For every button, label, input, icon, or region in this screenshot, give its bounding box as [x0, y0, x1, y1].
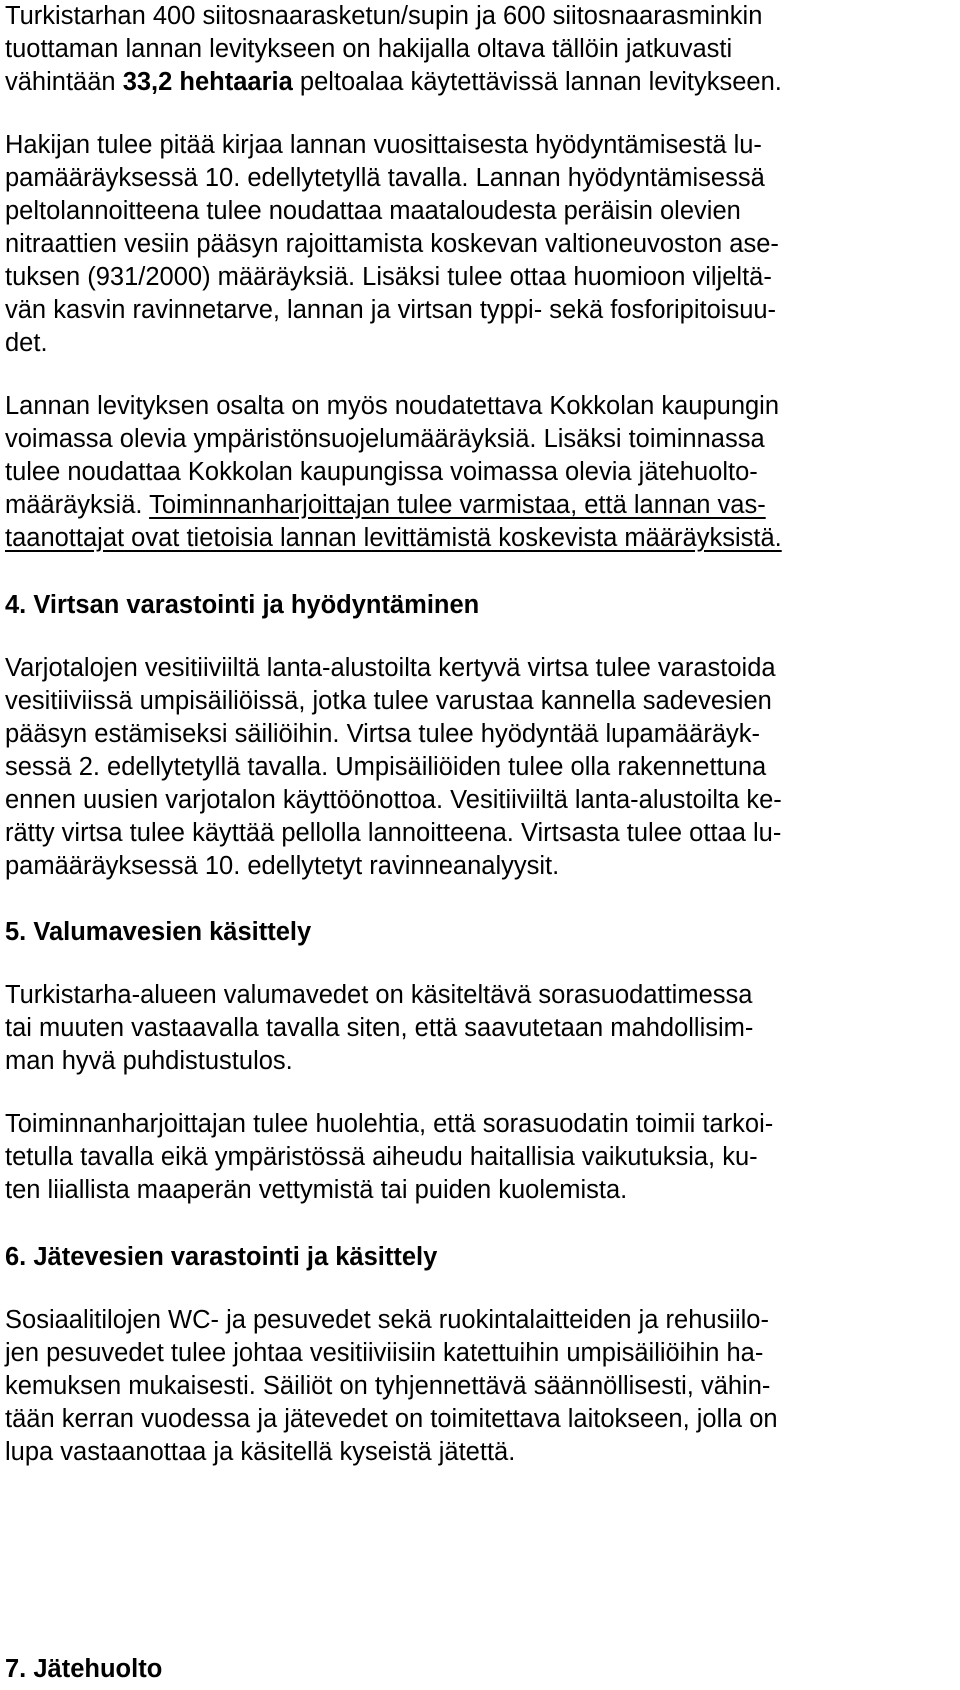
text-line: pamääräyksessä 10. edellytetyt ravinneanalyysit.	[5, 852, 560, 880]
text-line: tään kerran vuodessa ja jätevedet on toimitettava laitokseen, jolla on	[5, 1405, 778, 1433]
underlined-text-line: taanottajat ovat tietoisia lannan levittämistä koskevista määräyksistä.	[5, 524, 782, 552]
text-line	[5, 64, 955, 100]
text-line: pamääräyksessä 10. edellytetyllä tavalla. Lannan hyödyntämisessä	[5, 164, 765, 192]
text-line: det.	[5, 329, 48, 357]
text-line: ennen uusien varjotalon käyttöönottoa. Vesitiiviiltä lanta-alustoilta ke-	[5, 786, 782, 814]
text-line: vän kasvin ravinnetarve, lannan ja virtsan typpi- sekä fosforipitoisuu-	[5, 296, 777, 324]
text-fragment: peltoalaa käytettävissä lannan levitykseen.	[292, 68, 782, 96]
text-fragment: määräyksiä.	[5, 491, 150, 519]
text-line: sessä 2. edellytetyllä tavalla. Umpisäiliöiden tulee olla rakennettuna	[5, 753, 767, 781]
text-line: kemuksen mukaisesti. Säiliöt on tyhjennettävä säännöllisesti, vähin-	[5, 1372, 771, 1400]
text-line: vesitiiviissä umpisäiliöissä, jotka tulee varustaa kannella sadevesien	[5, 687, 772, 715]
text-line: tulee noudattaa Kokkolan kaupungissa voimassa olevia jätehuolto-	[5, 458, 758, 486]
text-fragment: vähintään	[5, 68, 123, 96]
section-heading: 6. Jätevesien varastointi ja käsittely	[5, 1243, 438, 1271]
text-line: jen pesuvedet tulee johtaa vesitiiviisiin katettuihin umpisäiliöihin ha-	[5, 1339, 764, 1367]
section-heading: 5. Valumavesien käsittely	[5, 918, 312, 946]
text-line: pääsyn estämiseksi säiliöihin. Virtsa tulee hyödyntää lupamääräyk-	[5, 720, 761, 748]
text-line: nitraattien vesiin pääsyn rajoittamista koskevan valtioneuvoston ase-	[5, 230, 779, 258]
text-line: man hyvä puhdistustulos.	[5, 1047, 293, 1075]
text-line: Toiminnanharjoittajan tulee huolehtia, että sorasuodatin toimii tarkoi-	[5, 1110, 774, 1138]
text-line: Sosiaalitilojen WC- ja pesuvedet sekä ruokintalaitteiden ja rehusiilo-	[5, 1306, 769, 1334]
text-line: Hakijan tulee pitää kirjaa lannan vuosittaisesta hyödyntämisestä lu-	[5, 131, 762, 159]
section-heading: 7. Jätehuolto	[5, 1655, 163, 1683]
text-line: Lannan levityksen osalta on myös noudatettava Kokkolan kaupungin	[5, 392, 780, 420]
text-line: tuksen (931/2000) määräyksiä. Lisäksi tulee ottaa huomioon viljeltä-	[5, 263, 772, 291]
bold-area-value: 33,2 hehtaaria	[122, 68, 293, 96]
text-line: voimassa olevia ympäristönsuojelumääräyksiä. Lisäksi toiminnassa	[5, 425, 765, 453]
text-line: peltolannoitteena tulee noudattaa maataloudesta peräisin olevien	[5, 197, 741, 225]
text-line: tuottaman lannan levitykseen on hakijalla oltava tällöin jatkuvasti	[5, 35, 733, 63]
underlined-text: Toiminnanharjoittajan tulee varmistaa, että lannan vas-	[149, 491, 766, 519]
text-line: tai muuten vastaavalla tavalla siten, että saavutetaan mahdollisim-	[5, 1014, 754, 1042]
text-line: lupa vastaanottaa ja käsitellä kyseistä jätettä.	[5, 1438, 516, 1466]
text-line: Varjotalojen vesitiiviiltä lanta-alustoilta kertyvä virtsa tulee varastoida	[5, 654, 776, 682]
section-heading: 4. Virtsan varastointi ja hyödyntäminen	[5, 591, 480, 619]
text-line: Turkistarhan 400 siitosnaarasketun/supin ja 600 siitosnaarasminkin	[5, 2, 763, 30]
text-line: rätty virtsa tulee käyttää pellolla lannoitteena. Virtsasta tulee ottaa lu-	[5, 819, 782, 847]
text-line: tetulla tavalla eikä ympäristössä aiheudu haitallisia vaikutuksia, ku-	[5, 1143, 758, 1171]
text-line	[5, 487, 955, 523]
text-line: Turkistarha-alueen valumavedet on käsiteltävä sorasuodattimessa	[5, 981, 753, 1009]
text-line: ten liiallista maaperän vettymistä tai puiden kuolemista.	[5, 1176, 628, 1204]
